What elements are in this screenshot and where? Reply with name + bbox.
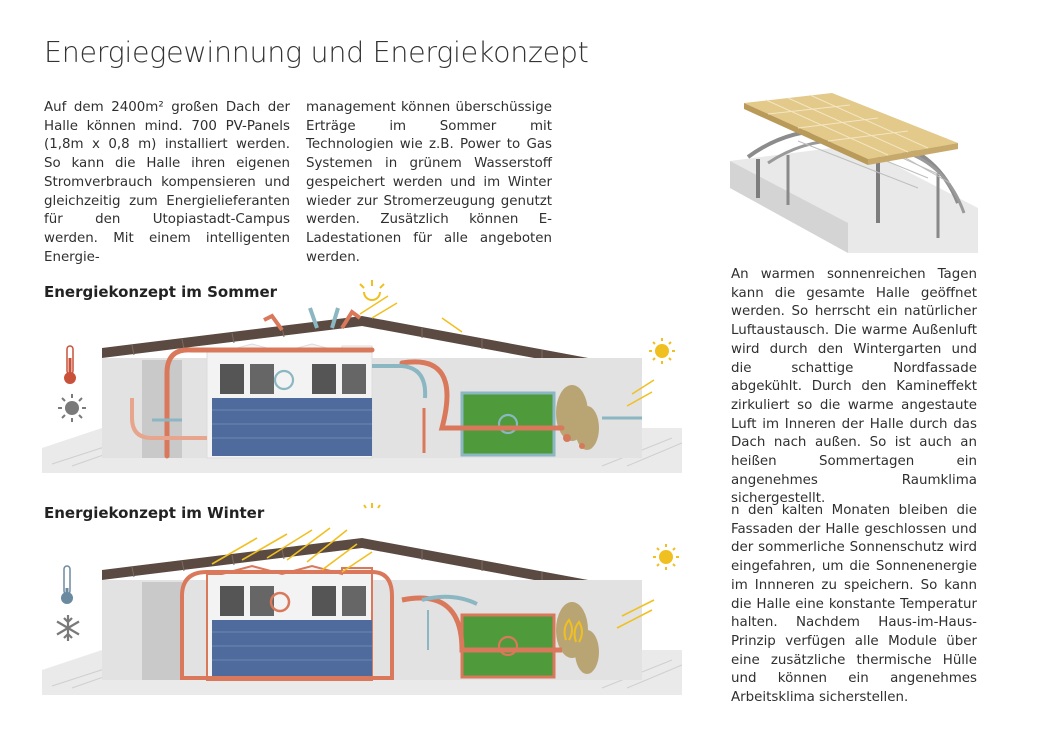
sun-yellow-icon [653,544,679,570]
summer-description: An warmen sonnenreichen Tagen kann die gesamte Halle geöffnet werden. So herrscht ein natürlicher Luftaustausch. Die warme Außenluft wird durch den Wintergarten und die schattige Nordfassade abgekühlt. Durch den Kamineffekt zirkuliert so die warme angestaute Luft im Inneren der Halle durch das Dach nach außen. So ist auch an heißen Sommertagen ein angenehmes Raumklima sichergestellt. [731,267,977,507]
summer-heading: Energiekonzept im Sommer [44,283,278,301]
snowflake-icon [57,615,79,641]
intro-text-column-1: Auf dem 2400m² großen Dach der Halle können mind. 700 PV-Panels (1,8m x 0,8 m) installiert werden. So kann die Halle ihren eigenen Stromverbrauch kompensieren und gleichzeitig zum Energielieferanten für den Utopiastadt-Campus werden. Mit einem intelligenten Energie- [44,100,290,265]
page-title: Energiegewinnung und Energiekonzept [44,36,589,69]
intro-text-column-2: management können überschüssige Erträge im Sommer mit Technologien wie z.B. Power to Gas Systemen in grünem Wasserstoff gespeichert werden und im Winter wieder zur Stromerzeugung genutzt werden. Zusätzlich können E-Ladestationen für alle angeboten werden. [306,100,552,265]
thermometer-hot-icon [64,346,76,384]
sun-yellow-icon [364,503,380,508]
summer-section-diagram [42,278,682,473]
thermometer-cold-icon [61,566,73,604]
winter-description: n den kalten Monaten bleiben die Fassaden der Halle geschlossen und der sommerliche Sonnenschutz wird eingefahren, um die Sonnenenergie im Innneren zu speichern. So kann die Halle eine konstante Temperatur halten. Nachdem Haus-im-Haus-Prinzip verfügen alle Module über eine zusätzliche thermische Hülle und können ein angenehmes Arbeitsklima sicherstellen. [731,503,977,706]
sun-yellow-icon [649,338,675,364]
sun-yellow-icon [360,280,384,300]
winter-section-diagram [42,500,682,695]
roof-structure-illustration [728,93,980,253]
winter-heading: Energiekonzept im Winter [44,504,265,522]
sun-gray-icon [58,394,86,422]
